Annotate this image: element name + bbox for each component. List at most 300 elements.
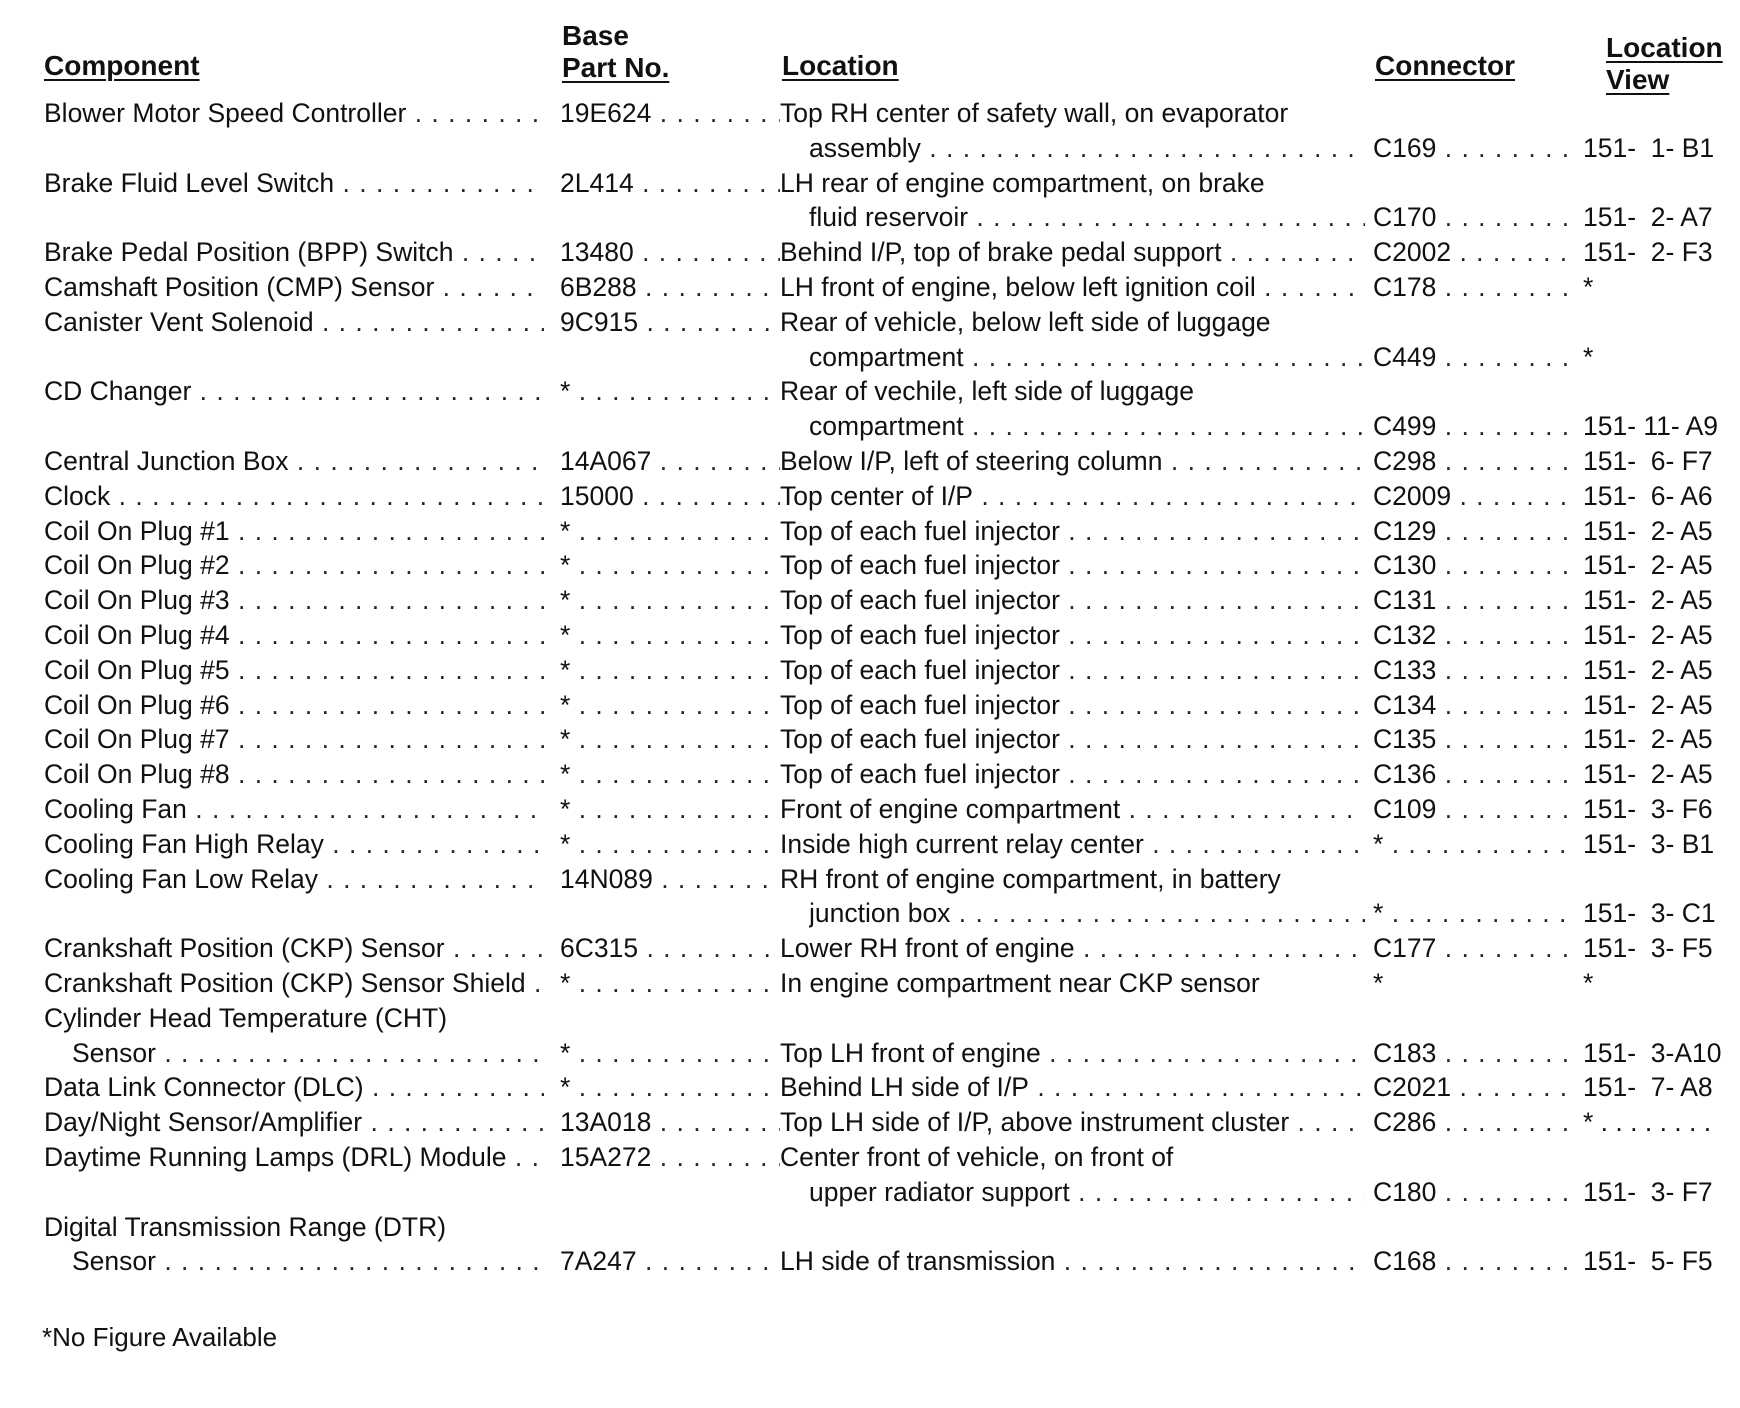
- location-text-cell: [780, 514, 1365, 549]
- location-view: 151- 7- A8: [1583, 1072, 1713, 1103]
- component-name: Digital Transmission Range (DTR): [44, 1211, 447, 1242]
- base-part-no-cell: [560, 1070, 780, 1105]
- base-part-no-cell: [560, 514, 780, 549]
- component-name-cont: Sensor: [72, 1246, 156, 1277]
- location-text-cell: [780, 688, 1365, 723]
- base-part-no-cell: [560, 688, 780, 723]
- component-name-cell: [44, 618, 544, 653]
- base-part-no: 19E624: [560, 98, 652, 128]
- connector-id-cell: [1373, 444, 1573, 479]
- table-row: [0, 688, 1740, 723]
- location-text: Lower RH front of engine: [780, 933, 1075, 964]
- location-text-cell: [780, 305, 1365, 340]
- location-text-cell: [780, 722, 1365, 757]
- base-part-no: *: [560, 689, 571, 720]
- base-part-no: 7A247: [560, 1246, 637, 1277]
- base-part-no: *: [560, 1072, 571, 1103]
- table-row-line: [0, 862, 1740, 897]
- location-view: 151- 6- A6: [1583, 480, 1713, 511]
- location-view-cell: [1583, 1244, 1731, 1279]
- table-row-line: [0, 374, 1740, 409]
- component-name: Data Link Connector (DLC): [44, 1072, 364, 1103]
- component-name: Camshaft Position (CMP) Sensor: [44, 271, 435, 302]
- location-view: 151- 3- B1: [1583, 828, 1715, 859]
- location-view-cell: [1583, 966, 1731, 1001]
- table-row-line: [0, 688, 1740, 723]
- table-row: [0, 653, 1740, 688]
- table-row: [0, 792, 1740, 827]
- connector-id: C169: [1373, 132, 1437, 163]
- location-text-cell: [780, 96, 1365, 131]
- table-row: [0, 722, 1740, 757]
- component-name: Cooling Fan Low Relay: [44, 863, 318, 894]
- location-view-cell: [1583, 653, 1731, 688]
- location-text-cont-cell: [809, 200, 1365, 235]
- location-view-cell: [1583, 548, 1731, 583]
- location-view-cell: [1583, 827, 1731, 862]
- component-name-cell: [44, 270, 544, 305]
- location-view: 151- 3- F5: [1583, 933, 1713, 964]
- component-name: Coil On Plug #4: [44, 619, 230, 650]
- table-row: [0, 966, 1740, 1001]
- table-row-line: [0, 722, 1740, 757]
- connector-id-cell: [1373, 653, 1573, 688]
- base-part-no: 9C915: [560, 306, 639, 337]
- location-text: Behind LH side of I/P: [780, 1072, 1029, 1103]
- base-part-no: *: [560, 1037, 571, 1068]
- component-name: Central Junction Box: [44, 445, 289, 476]
- location-text-cell: [780, 966, 1365, 1001]
- base-part-no: 14N089: [560, 863, 653, 894]
- component-name: Day/Night Sensor/Amplifier: [44, 1107, 363, 1138]
- component-name-cell: [44, 653, 544, 688]
- connector-id-cell: [1373, 131, 1573, 166]
- location-view-cell: [1583, 1036, 1731, 1071]
- location-view-cell: [1583, 688, 1731, 723]
- location-text-cell: [780, 792, 1365, 827]
- location-view-cell: [1583, 131, 1731, 166]
- base-part-no: *: [560, 376, 571, 407]
- component-name: Brake Fluid Level Switch: [44, 167, 335, 198]
- table-row-line: [0, 1001, 1740, 1036]
- location-text-cell: [780, 479, 1365, 514]
- location-text-cont: fluid reservoir: [809, 202, 969, 233]
- location-view-cell: [1583, 1175, 1731, 1210]
- table-row-line: [0, 1140, 1740, 1175]
- location-text: Top center of I/P: [780, 480, 973, 511]
- component-name-cell: [44, 827, 544, 862]
- component-name-cell: [44, 479, 544, 514]
- base-part-no: *: [560, 654, 571, 685]
- base-part-no: 13480: [560, 237, 634, 268]
- component-name: Cylinder Head Temperature (CHT): [44, 1002, 448, 1033]
- component-name-cell: [44, 235, 544, 270]
- connector-id: C109: [1373, 793, 1437, 824]
- base-part-no-cell: [560, 374, 780, 409]
- component-name: Brake Pedal Position (BPP) Switch: [44, 237, 454, 268]
- location-text-cell: [780, 827, 1365, 862]
- location-text: Below I/P, left of steering column: [780, 445, 1163, 476]
- location-text: Inside high current relay center: [780, 828, 1144, 859]
- component-name-cell: [44, 1140, 544, 1175]
- location-view-cell: [1583, 1105, 1731, 1140]
- table-row: [0, 235, 1740, 270]
- table-row: [0, 305, 1740, 375]
- component-name-cell: [44, 688, 544, 723]
- table-row: [0, 931, 1740, 966]
- location-text-cell: [780, 1036, 1365, 1071]
- table-row-line: [0, 270, 1740, 305]
- base-part-no: *: [560, 793, 571, 824]
- table-row: [0, 618, 1740, 653]
- location-text-cont: junction box: [809, 898, 951, 929]
- component-name-cell: [44, 931, 544, 966]
- connector-id-cell: [1373, 1105, 1573, 1140]
- base-part-no: *: [560, 724, 571, 755]
- base-part-no-cell: [560, 618, 780, 653]
- connector-id: C131: [1373, 585, 1437, 616]
- component-name-cont: Sensor: [72, 1037, 156, 1068]
- location-view: 151- 3- F6: [1583, 793, 1713, 824]
- connector-id-cell: [1373, 722, 1573, 757]
- component-name-cell: [44, 166, 544, 201]
- table-row: [0, 374, 1740, 444]
- connector-id-cell: [1373, 618, 1573, 653]
- header-connector-label: Connector: [1375, 50, 1515, 81]
- component-name: Clock: [44, 480, 111, 511]
- connector-id: C170: [1373, 202, 1437, 233]
- table-row-line: [0, 931, 1740, 966]
- table-row: [0, 1210, 1740, 1280]
- component-name-cell: [44, 1001, 544, 1036]
- connector-id-cell: [1373, 827, 1573, 862]
- base-part-no: *: [560, 515, 571, 546]
- table-row-line: [0, 1175, 1740, 1210]
- base-part-no: 13A018: [560, 1107, 652, 1138]
- base-part-no-cell: [560, 931, 780, 966]
- location-view-cell: [1583, 340, 1731, 375]
- component-name-cell: [44, 305, 544, 340]
- base-part-no: 2L414: [560, 167, 634, 198]
- connector-id-cell: [1373, 757, 1573, 792]
- location-view: 151- 3- C1: [1583, 898, 1716, 929]
- table-row-line: [0, 131, 1740, 166]
- base-part-no-cell: [560, 270, 780, 305]
- location-text: Top RH center of safety wall, on evaporator: [780, 98, 1289, 128]
- header-connector: [1375, 50, 1515, 82]
- table-row-line: [0, 1070, 1740, 1105]
- location-view: 151- 2- A5: [1583, 689, 1713, 720]
- table-row-line: [0, 200, 1740, 235]
- connector-id-cell: [1373, 966, 1573, 1001]
- base-part-no: *: [560, 550, 571, 581]
- component-name: Coil On Plug #5: [44, 654, 230, 685]
- location-text-cell: [780, 1140, 1365, 1175]
- table-row-line: [0, 340, 1740, 375]
- component-name-cont-cell: [72, 1036, 544, 1071]
- base-part-no-cell: [560, 792, 780, 827]
- location-view: 151- 2- A5: [1583, 619, 1713, 650]
- connector-id: C177: [1373, 933, 1437, 964]
- header-location: [782, 50, 899, 82]
- location-view-cell: [1583, 200, 1731, 235]
- component-name: Daytime Running Lamps (DRL) Module: [44, 1141, 507, 1172]
- table-row-line: [0, 1105, 1740, 1140]
- location-text-cell: [780, 548, 1365, 583]
- table-row: [0, 827, 1740, 862]
- base-part-no-cell: [560, 722, 780, 757]
- table-row: [0, 1001, 1740, 1071]
- connector-id-cell: [1373, 235, 1573, 270]
- location-text-cont: assembly: [809, 132, 921, 163]
- header-base-line1: Base: [562, 20, 629, 51]
- location-text: Top of each fuel injector: [780, 689, 1060, 720]
- connector-id: C136: [1373, 759, 1437, 790]
- table-row-line: [0, 583, 1740, 618]
- connector-id-cell: [1373, 548, 1573, 583]
- location-text: Top of each fuel injector: [780, 585, 1060, 616]
- component-name-cell: [44, 1105, 544, 1140]
- component-name-cell: [44, 583, 544, 618]
- location-view: *: [1583, 341, 1594, 372]
- table-row-line: [0, 618, 1740, 653]
- location-text: Rear of vehicle, below left side of luggage: [780, 306, 1271, 337]
- connector-id-cell: [1373, 1244, 1573, 1279]
- component-name-cell: [44, 1070, 544, 1105]
- location-view-cell: [1583, 757, 1731, 792]
- component-name-cell: [44, 862, 544, 897]
- location-text: Top of each fuel injector: [780, 619, 1060, 650]
- footnote: *No Figure Available: [42, 1322, 278, 1352]
- header-component-label: Component: [44, 50, 200, 81]
- connector-id-cell: [1373, 340, 1573, 375]
- location-text-cell: [780, 270, 1365, 305]
- location-text-cell: [780, 931, 1365, 966]
- location-view-cell: [1583, 479, 1731, 514]
- component-name-cell: [44, 96, 544, 131]
- table-row-line: [0, 653, 1740, 688]
- location-view: *: [1583, 271, 1594, 302]
- component-name: Coil On Plug #2: [44, 550, 230, 581]
- connector-id-cell: [1373, 479, 1573, 514]
- table-row: [0, 444, 1740, 479]
- base-part-no: *: [560, 619, 571, 650]
- location-text: In engine compartment near CKP sensor: [780, 967, 1260, 998]
- location-text: LH rear of engine compartment, on brake: [780, 167, 1265, 198]
- base-part-no-cell: [560, 305, 780, 340]
- location-text-cell: [780, 653, 1365, 688]
- connector-id-cell: [1373, 270, 1573, 305]
- location-view: 151- 2- A5: [1583, 654, 1713, 685]
- base-part-no: 6B288: [560, 271, 637, 302]
- connector-id: C2002: [1373, 237, 1452, 268]
- base-part-no-cell: [560, 1244, 780, 1279]
- table-row: [0, 166, 1740, 236]
- table-row: [0, 514, 1740, 549]
- location-text-cell: [780, 618, 1365, 653]
- component-name-cell: [44, 757, 544, 792]
- table-row-line: [0, 305, 1740, 340]
- component-name: Cooling Fan High Relay: [44, 828, 324, 859]
- base-part-no-cell: [560, 444, 780, 479]
- base-part-no-cell: [560, 583, 780, 618]
- connector-id-cell: [1373, 200, 1573, 235]
- location-text: Rear of vechile, left side of luggage: [780, 376, 1194, 407]
- connector-id: C286: [1373, 1107, 1437, 1138]
- component-name: Crankshaft Position (CKP) Sensor: [44, 933, 445, 964]
- location-view: 151- 3-A10: [1583, 1037, 1722, 1068]
- location-text: LH front of engine, below left ignition coil: [780, 271, 1256, 302]
- table-row: [0, 270, 1740, 305]
- connector-id-cell: [1373, 896, 1573, 931]
- base-part-no-cell: [560, 966, 780, 1001]
- connector-id: C449: [1373, 341, 1437, 372]
- location-view-cell: [1583, 792, 1731, 827]
- component-name-cell: [44, 444, 544, 479]
- location-view-cell: [1583, 722, 1731, 757]
- connector-id: C178: [1373, 271, 1437, 302]
- location-text: Top of each fuel injector: [780, 654, 1060, 685]
- table-row-line: [0, 235, 1740, 270]
- location-view: 151- 3- F7: [1583, 1176, 1713, 1207]
- table-row: [0, 479, 1740, 514]
- base-part-no-cell: [560, 862, 780, 897]
- component-name: Canister Vent Solenoid: [44, 306, 314, 337]
- header-base-line2: Part No.: [562, 52, 670, 83]
- component-name-cell: [44, 722, 544, 757]
- location-text-cont: upper radiator support: [809, 1176, 1070, 1207]
- component-name-cell: [44, 374, 544, 409]
- connector-id: C129: [1373, 515, 1437, 546]
- location-text-cont-cell: [809, 409, 1365, 444]
- component-name-cell: [44, 1210, 544, 1245]
- component-name: Blower Motor Speed Controller: [44, 98, 407, 128]
- location-text-cont-cell: [809, 340, 1365, 375]
- location-view: 151- 2- A5: [1583, 724, 1713, 755]
- base-part-no-cell: [560, 235, 780, 270]
- location-text: Front of engine compartment: [780, 793, 1121, 824]
- location-text: LH side of transmission: [780, 1246, 1056, 1277]
- table-row-line: [0, 548, 1740, 583]
- location-view-cell: [1583, 235, 1731, 270]
- location-text: Center front of vehicle, on front of: [780, 1141, 1174, 1172]
- component-name: CD Changer: [44, 376, 192, 407]
- location-view-cell: [1583, 618, 1731, 653]
- connector-id-cell: [1373, 688, 1573, 723]
- connector-id: *: [1373, 828, 1384, 859]
- location-text-cell: [780, 862, 1365, 897]
- connector-id-cell: [1373, 409, 1573, 444]
- location-view-cell: [1583, 514, 1731, 549]
- table-row-line: [0, 96, 1740, 131]
- location-text: Top of each fuel injector: [780, 724, 1060, 755]
- location-text-cont-cell: [809, 1175, 1365, 1210]
- table-row-line: [0, 827, 1740, 862]
- base-part-no-cell: [560, 653, 780, 688]
- table-row: [0, 1105, 1740, 1140]
- table-row-line: [0, 966, 1740, 1001]
- location-view: 151- 11- A9: [1583, 411, 1719, 442]
- location-view-cell: [1583, 931, 1731, 966]
- connector-id-cell: [1373, 931, 1573, 966]
- location-text-cell: [780, 583, 1365, 618]
- header-location-view: [1606, 32, 1723, 96]
- table-row-line: [0, 514, 1740, 549]
- location-text: RH front of engine compartment, in battery: [780, 863, 1281, 894]
- location-text: Top LH front of engine: [780, 1037, 1041, 1068]
- component-name: Coil On Plug #3: [44, 585, 230, 616]
- location-text-cont: compartment: [809, 411, 964, 442]
- location-view-cell: [1583, 444, 1731, 479]
- connector-id: C132: [1373, 619, 1437, 650]
- connector-id: C499: [1373, 411, 1437, 442]
- location-view: 151- 2- A5: [1583, 759, 1713, 790]
- location-text-cell: [780, 1105, 1365, 1140]
- location-view: 151- 2- A5: [1583, 585, 1713, 616]
- component-table: [0, 96, 1740, 1279]
- base-part-no: 15000: [560, 480, 634, 511]
- connector-id-cell: [1373, 1175, 1573, 1210]
- table-row: [0, 1070, 1740, 1105]
- table-row-line: [0, 1244, 1740, 1279]
- location-view-cell: [1583, 409, 1731, 444]
- base-part-no-cell: [560, 166, 780, 201]
- base-part-no: *: [560, 759, 571, 790]
- connector-id-cell: [1373, 583, 1573, 618]
- location-view: 151- 1- B1: [1583, 132, 1715, 163]
- location-view: 151- 5- F5: [1583, 1246, 1713, 1277]
- connector-id-cell: [1373, 514, 1573, 549]
- location-view: * . . . . . . . .: [1583, 1107, 1712, 1138]
- connector-id: C180: [1373, 1176, 1437, 1207]
- location-text-cell: [780, 444, 1365, 479]
- location-view-cell: [1583, 896, 1731, 931]
- connector-id: C134: [1373, 689, 1437, 720]
- component-name-cont-cell: [72, 1244, 544, 1279]
- location-view: 151- 2- A7: [1583, 202, 1713, 233]
- location-view: *: [1583, 967, 1594, 998]
- component-name: Coil On Plug #1: [44, 515, 230, 546]
- header-base-part-no: [562, 20, 669, 84]
- base-part-no-cell: [560, 548, 780, 583]
- component-name-cell: [44, 514, 544, 549]
- table-row-line: [0, 166, 1740, 201]
- table-row-line: [0, 1036, 1740, 1071]
- base-part-no-cell: [560, 757, 780, 792]
- base-part-no: *: [560, 585, 571, 616]
- connector-id: C135: [1373, 724, 1437, 755]
- base-part-no: 14A067: [560, 445, 652, 476]
- connector-id-cell: [1373, 1070, 1573, 1105]
- base-part-no: *: [560, 967, 571, 998]
- location-text-cell: [780, 374, 1365, 409]
- location-view: 151- 2- A5: [1583, 515, 1713, 546]
- location-text: Top LH side of I/P, above instrument cluster: [780, 1107, 1290, 1138]
- location-view: 151- 2- F3: [1583, 237, 1713, 268]
- table-row-line: [0, 444, 1740, 479]
- table-row-line: [0, 896, 1740, 931]
- component-name: Crankshaft Position (CKP) Sensor Shield: [44, 967, 526, 998]
- table-row-line: [0, 409, 1740, 444]
- base-part-no: 15A272: [560, 1141, 652, 1172]
- location-text-cont: compartment: [809, 341, 964, 372]
- table-row: [0, 583, 1740, 618]
- location-text: Top of each fuel injector: [780, 515, 1060, 546]
- location-text: Top of each fuel injector: [780, 759, 1060, 790]
- table-row: [0, 96, 1740, 166]
- location-text-cell: [780, 1070, 1365, 1105]
- connector-id: *: [1373, 898, 1384, 929]
